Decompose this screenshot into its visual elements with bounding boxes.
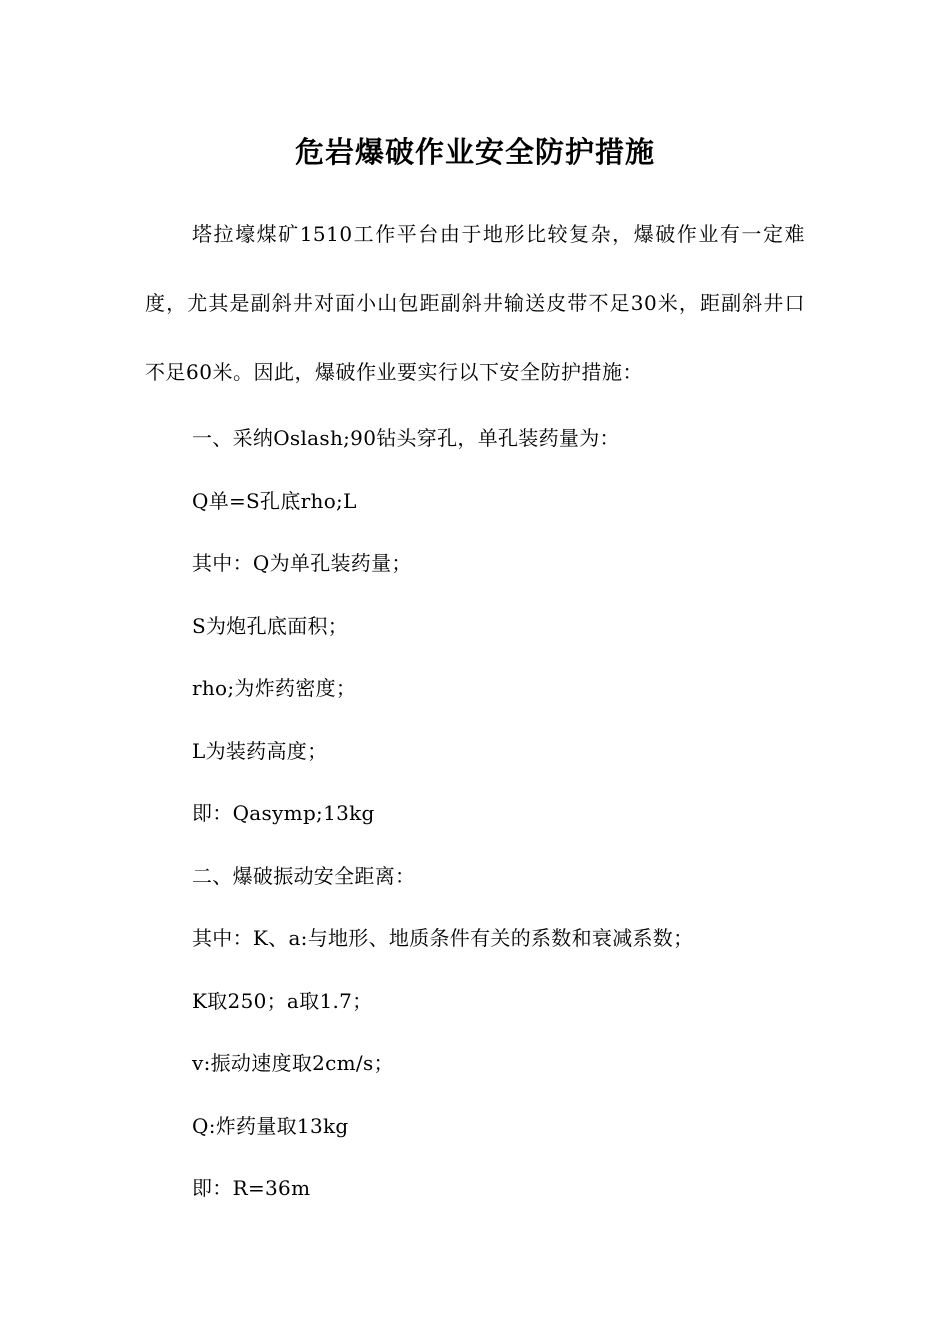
text-line: Q:炸药量取13kg xyxy=(192,1113,349,1138)
text-line: S为炮孔底面积； xyxy=(192,613,349,638)
text-line: rho;为炸药密度； xyxy=(192,676,357,700)
text-line: 其中：K、a:与地形、地质条件有关的系数和衰减系数； xyxy=(192,926,694,950)
text-line: Q单=S孔底rho;L xyxy=(192,488,357,513)
document-body xyxy=(145,200,805,1220)
text-line: v:振动速度取2cm/s； xyxy=(192,1051,394,1075)
text-line: K取250；a取1.7； xyxy=(192,988,373,1013)
text-line: 二、爆破振动安全距离： xyxy=(192,863,416,888)
text-line: 一、采纳Oslash;90钻头穿孔，单孔装药量为： xyxy=(192,426,620,450)
text-line: 即：Qasymp;13kg xyxy=(192,801,375,825)
intro-paragraph: 塔拉壕煤矿1510工作平台由于地形比较复杂，爆破作业有一定难度，尤其是副斜井对面小山包距副斜井输送皮带不足30米，距副斜井口不足60米。因此，爆破作业要实行以下安全防护措施： xyxy=(145,222,805,384)
text-line: L为装药高度； xyxy=(192,738,328,763)
text-line: 其中：Q为单孔装药量； xyxy=(192,551,412,575)
text-line: 即：R=36m xyxy=(192,1176,311,1200)
document-title: 危岩爆破作业安全防护措施 xyxy=(294,135,655,169)
